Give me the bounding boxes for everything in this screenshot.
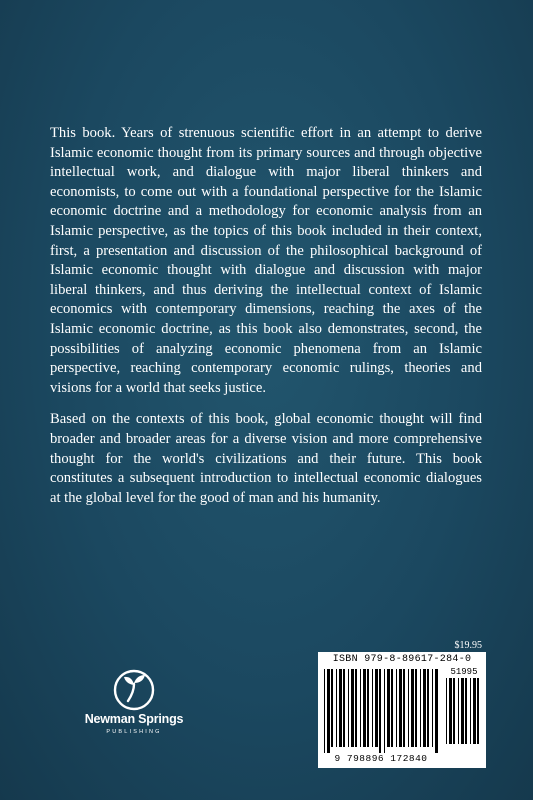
barcode-bar: [415, 669, 417, 747]
isbn-label: ISBN 979-8-89617-284-0: [332, 654, 472, 665]
barcode-addon-bars: [446, 678, 484, 766]
barcode-bar: [453, 678, 455, 744]
barcode-bar: [375, 669, 378, 747]
barcode-bar: [465, 678, 467, 744]
barcode-bar: [348, 669, 349, 747]
barcode-bar: [449, 678, 452, 744]
publisher-subtitle: PUBLISHING: [106, 729, 162, 735]
barcode-bar: [403, 669, 405, 747]
barcode-bar: [343, 669, 345, 747]
barcode-bar: [355, 669, 357, 747]
barcode-bar: [470, 678, 471, 744]
barcode-bar: [387, 669, 390, 747]
price-label: $19.95: [454, 640, 482, 651]
barcode-number: 9 798896 172840: [334, 753, 428, 764]
barcode-bar: [435, 669, 438, 753]
barcode-bar: [367, 669, 369, 747]
barcode-bar: [420, 669, 421, 747]
book-description: [50, 124, 482, 520]
barcode-bar: [351, 669, 354, 747]
isbn-barcode: [318, 652, 486, 768]
barcode-bar: [396, 669, 397, 747]
barcode-bar: [411, 669, 414, 747]
publisher-name: Newman Springs: [84, 712, 184, 726]
barcode-bar: [384, 669, 385, 753]
barcode-bar: [446, 678, 447, 744]
barcode-bar: [408, 669, 409, 747]
barcode-bar: [372, 669, 373, 747]
barcode-bar: [427, 669, 429, 747]
barcode-bar: [324, 669, 325, 753]
barcode-bar: [432, 669, 433, 747]
publisher-logo: [78, 668, 190, 742]
barcode-bar: [477, 678, 479, 744]
barcode-bar: [458, 678, 459, 744]
description-paragraph-1: This book. Years of strenuous scientific effort in an attempt to derive Islamic economic thought from its primary sources and through objective intellectual work, and dialogue with major liberal thinkers and economists, to come out with a foundational perspective for the Islamic economic doctrine and a methodology for economic analysis from an Islamic perspective, as the topics of this book included in their context, first, a presentation and discussion of the philosophical background of Islamic economic thought with dialogue and discussion with major liberal thinkers, and thus deriving the intellectual context of Islamic economics with contemporary dimensions, reaching the axes of the Islamic economic doctrine, as this book also demonstrates, second, the possibilities of analyzing economic phenomena from an Islamic perspective, reaching contemporary economic rulings, theories and visions for a world that seeks justice.: [50, 125, 482, 396]
barcode-bar: [363, 669, 366, 747]
barcode-bar: [331, 669, 333, 747]
barcode-bar: [379, 669, 381, 753]
barcode-bar: [360, 669, 361, 747]
barcode-bar: [391, 669, 393, 747]
barcode-bar: [423, 669, 426, 747]
barcode-bar: [336, 669, 337, 747]
barcode-bar: [461, 678, 464, 744]
sprout-icon: [112, 668, 156, 712]
barcode-bar: [473, 678, 476, 744]
barcode-price-code: 51995: [450, 667, 478, 677]
barcode-bars: [324, 669, 440, 753]
barcode-bar: [327, 669, 330, 753]
barcode-bar: [399, 669, 402, 747]
description-paragraph-2: Based on the contexts of this book, global economic thought will find broader and broader areas for a diverse vision and more comprehensive thought for the world's civilizations and their future. This book constitutes a subsequent introduction to intellectual economic dialogues at the global level for the good of man and his humanity.: [50, 411, 482, 506]
barcode-bar: [339, 669, 342, 747]
